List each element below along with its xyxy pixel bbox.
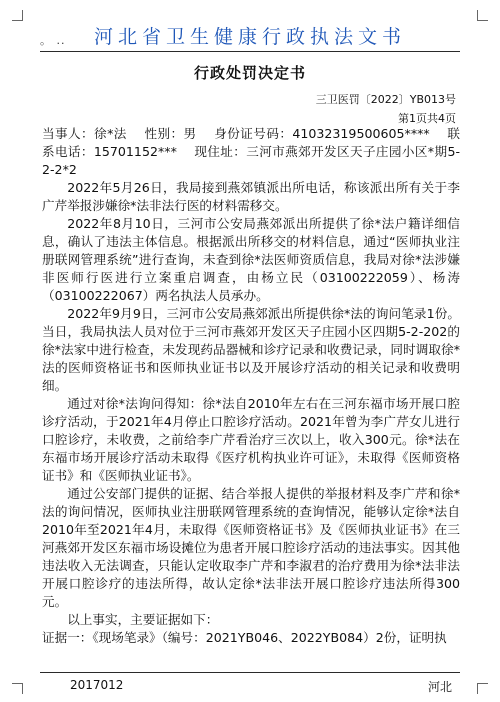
party-info: 当事人：徐*法 性别：男 身份证号码：41032319500605**** 联系电话：15701152*** 现住址：三河市燕郊开发区天子庄园小区*期5-2-2*2: [42, 126, 460, 177]
crop-mark-bottom-right: [477, 683, 488, 694]
crop-mark-bottom-left: [12, 683, 23, 694]
footer-region: 河北: [427, 680, 452, 694]
agency-header: 河北省卫生健康行政执法文书: [93, 26, 406, 48]
paragraph-finding: 通过公安部门提供的证据、结合举报人提供的举报材料及李广芹和徐*法的询问情况，医师执业注册联网管理系统的查询情况，能够认定徐*法自2010年至2021年4月，未取得《医师资格证书》及《医师执业证书》在三河燕郊开发区东福市场设摊位为患者开展口腔诊疗活动的违法事实。因其他违法收入无法调查，只能认定收取李广芹和李淑君的治疗费用为徐*法非法开展口腔诊疗的违法所得，故认定徐*法非法开展口腔诊疗违法所得300元。: [42, 486, 460, 609]
crop-mark-top-left: [12, 10, 23, 21]
paragraph-evidence-intro: 以上事实，主要证据如下：: [67, 612, 219, 627]
footer-rule: [40, 672, 460, 673]
page-info: 第1页共4页: [398, 112, 456, 125]
paragraph-inquiry: 通过对徐*法询问得知：徐*法自2010年左右在三河东福市场开展口腔诊疗活动，于2021年4月停止口腔诊疗活动。2021年曾为李广芹女儿进行口腔诊疗，未收费，之前给李广芹看治疗三次以上，收入300元。徐*法在东福市场开展诊疗活动未取得《医疗机构执业许可证》，未取得《医师资格证书》和《医师执业证书》。: [42, 396, 460, 483]
header-rule: [40, 51, 460, 52]
paragraph-evidence-1: 证据一：《现场笔录》（编号：2021YB046、2022YB084）2份，证明执: [42, 630, 447, 645]
document-body: [42, 125, 460, 647]
document-number: 三卫医罚〔2022〕YB013号: [315, 93, 456, 106]
crop-mark-top-right: [477, 10, 488, 21]
paragraph-report: 2022年5月26日，我局接到燕郊镇派出所电话，称该派出所有关于李广芹举报涉嫌徐*法非法行医的材料需移交。: [42, 180, 460, 213]
paragraph-inspection: 2022年9月9日，三河市公安局燕郊派出所提供徐*法的询问笔录1份。当日，我局执法人员对位于三河市燕郊开发区天子庄园小区四期5-2-202的徐*法家中进行检查，未发现药品器械和诊疗记录和收费记录，同时调取徐*法的医师资格证书和医师执业证书以及开展诊疗活动的相关记录和收费明细。: [42, 306, 460, 393]
paragraph-identity: 2022年8月10日，三河市公安局燕郊派出所提供了徐*法户籍详细信息，确认了违法主体信息。根据派出所移交的材料信息，通过“医师执业注册联网管理系统”进行查询，未查到徐*法医师资质信息，我局对徐*法涉嫌非医师行医进行立案重启调查，由杨立民（03100222059）、杨涛（03100222067）两名执法人员承办。: [42, 216, 460, 303]
document-title: 行政处罚决定书: [193, 64, 306, 82]
footer-code: 2017012: [70, 678, 124, 692]
corner-mark: 。 ..: [40, 34, 66, 47]
